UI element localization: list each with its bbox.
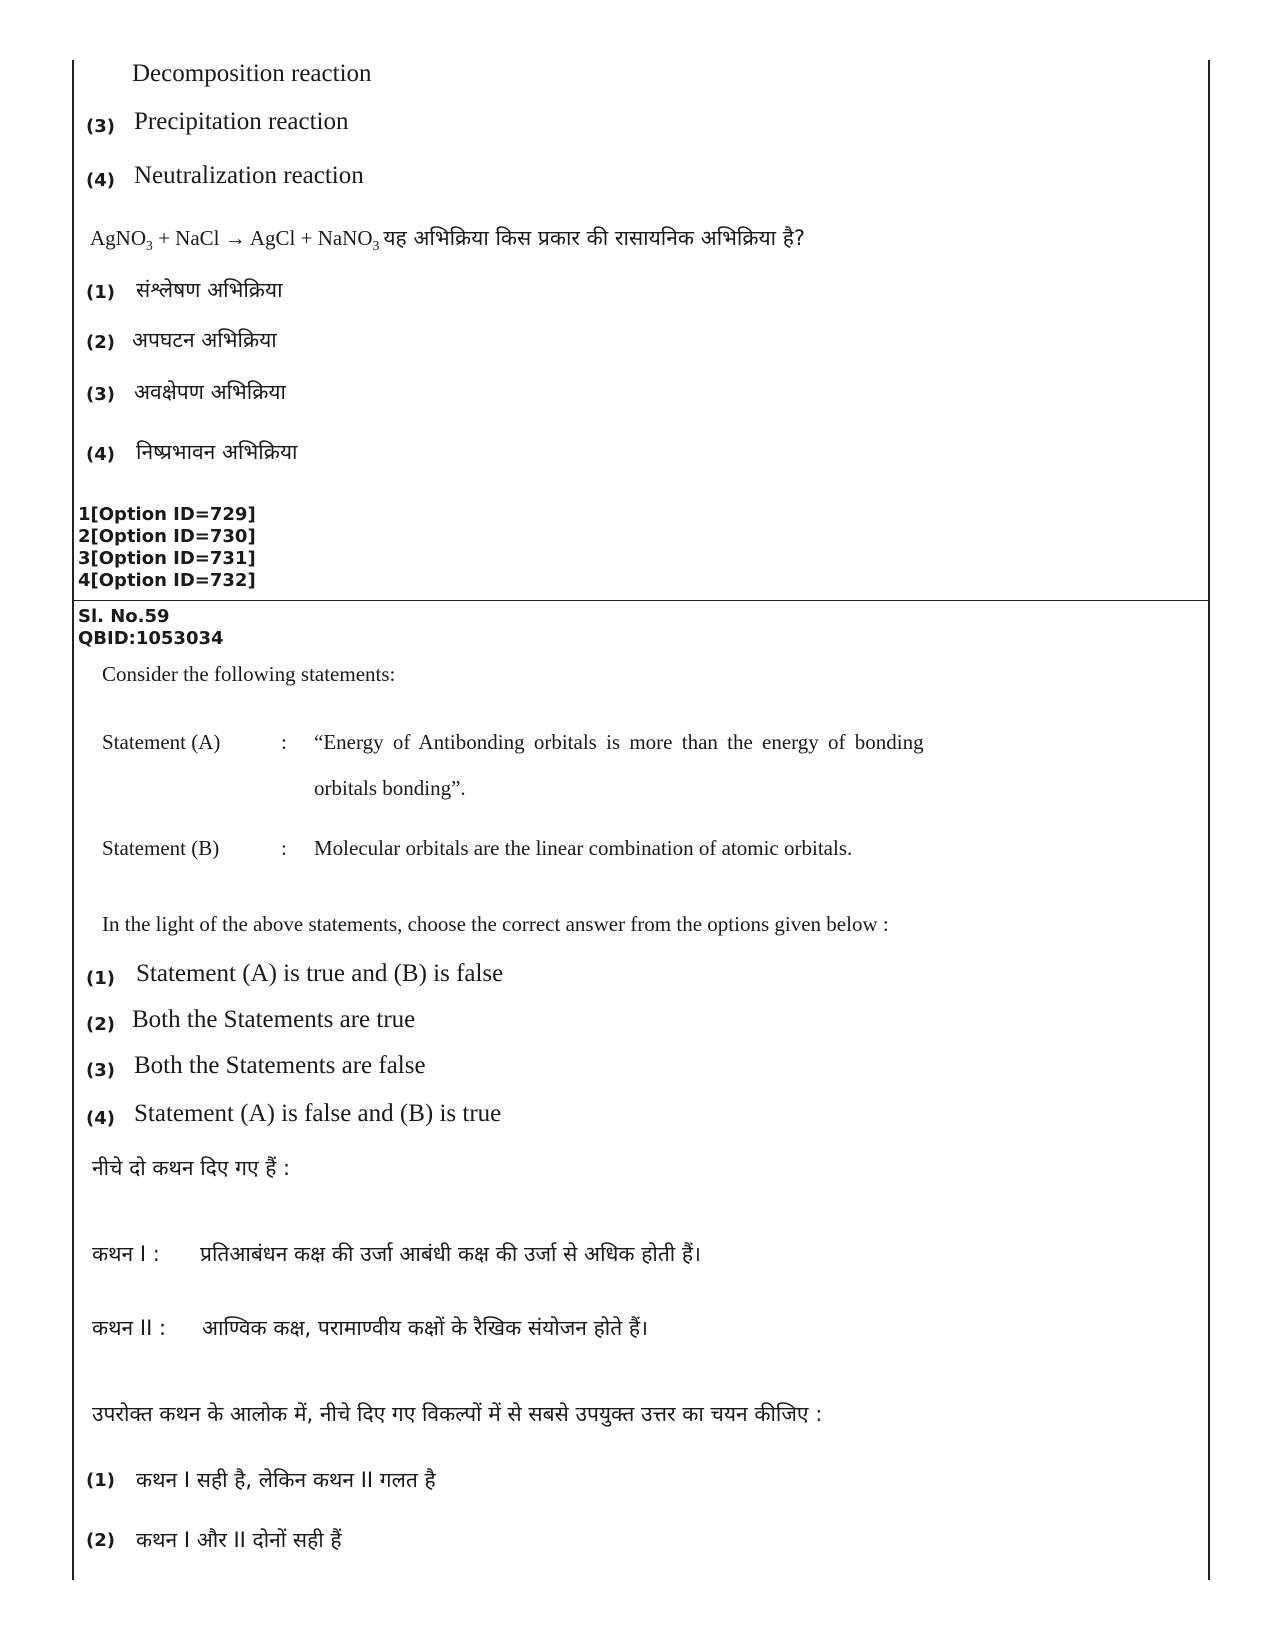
option-text: Precipitation reaction — [134, 108, 349, 135]
hindi-instruction: उपरोक्त कथन के आलोक में, नीचे दिए गए विकल्पों में से सबसे उपयुक्त उत्तर का चयन कीजिए : — [92, 1402, 823, 1426]
statement-b-text: Molecular orbitals are the linear combination of atomic orbitals. — [314, 836, 853, 860]
statement-a-text: “Energy of Antibonding orbitals is more than the energy of bonding — [314, 730, 924, 754]
hindi-statement-1-text: प्रतिआबंधन कक्ष की उर्जा आबंधी कक्ष की उर्जा से अधिक होती हैं। — [200, 1242, 702, 1266]
option-number: (1) — [86, 1470, 115, 1491]
statement-b-label: Statement (B) — [102, 836, 220, 860]
option-text: अवक्षेपण अभिक्रिया — [134, 380, 286, 404]
hindi-question — [90, 224, 805, 254]
option-number: (2) — [86, 1530, 115, 1551]
option-id: 2[Option ID=730] — [78, 526, 256, 547]
option-number: (2) — [86, 1014, 115, 1035]
statement-b-colon: : — [281, 836, 287, 860]
option-text: कथन I और II दोनों सही हैं — [136, 1528, 342, 1552]
hindi-intro: नीचे दो कथन दिए गए हैं : — [92, 1156, 291, 1180]
hindi-statement-1-label: कथन I : — [92, 1242, 160, 1266]
option-number: (1) — [86, 968, 115, 989]
option-number: (2) — [86, 332, 115, 353]
option-text: Neutralization reaction — [134, 162, 364, 189]
option-number: (4) — [86, 1108, 115, 1129]
option-text: कथन I सही है, लेकिन कथन II गलत है — [136, 1468, 436, 1492]
option-text: अपघटन अभिक्रिया — [132, 328, 277, 352]
statement-a-text: orbitals bonding”. — [314, 776, 466, 800]
option-text: निष्प्रभावन अभिक्रिया — [136, 440, 298, 464]
question-meta — [78, 606, 224, 650]
option-text: संश्लेषण अभिक्रिया — [136, 278, 283, 302]
serial-number: Sl. No.59 — [78, 606, 170, 627]
option-number: (4) — [86, 170, 115, 191]
chemical-equation: AgNO$_3$ + NaCl → AgCl + NaNO$_3$ — [90, 226, 380, 254]
statement-a-label: Statement (A) — [102, 730, 221, 754]
option-number: (3) — [86, 116, 115, 137]
statement-a-colon: : — [281, 730, 287, 754]
qbid: QBID:1053034 — [78, 628, 224, 649]
option-text: Decomposition reaction — [132, 60, 372, 87]
option-id: 3[Option ID=731] — [78, 548, 256, 569]
option-text: Statement (A) is true and (B) is false — [136, 960, 504, 987]
option-id: 4[Option ID=732] — [78, 570, 256, 591]
question-instruction: In the light of the above statements, choose the correct answer from the options given below : — [102, 912, 889, 936]
option-number: (4) — [86, 444, 115, 465]
question-text: यह अभिक्रिया किस प्रकार की रासायनिक अभिक्रिया है? — [383, 226, 806, 250]
question-intro: Consider the following statements: — [102, 662, 396, 686]
page-border-left — [72, 60, 74, 1580]
option-text: Both the Statements are true — [132, 1006, 416, 1033]
option-text: Statement (A) is false and (B) is true — [134, 1100, 502, 1127]
hindi-statement-2-label: कथन II : — [92, 1316, 167, 1340]
hindi-statement-2-text: आण्विक कक्ष, परामाण्वीय कक्षों के रैखिक संयोजन होते हैं। — [202, 1316, 648, 1340]
option-number: (1) — [86, 282, 115, 303]
option-text: Both the Statements are false — [134, 1052, 426, 1079]
option-id-list — [78, 504, 256, 592]
option-id: 1[Option ID=729] — [78, 504, 256, 525]
question-divider — [72, 600, 1210, 601]
option-number: (3) — [86, 1060, 115, 1081]
option-number: (3) — [86, 384, 115, 405]
page-border-right — [1208, 60, 1210, 1580]
